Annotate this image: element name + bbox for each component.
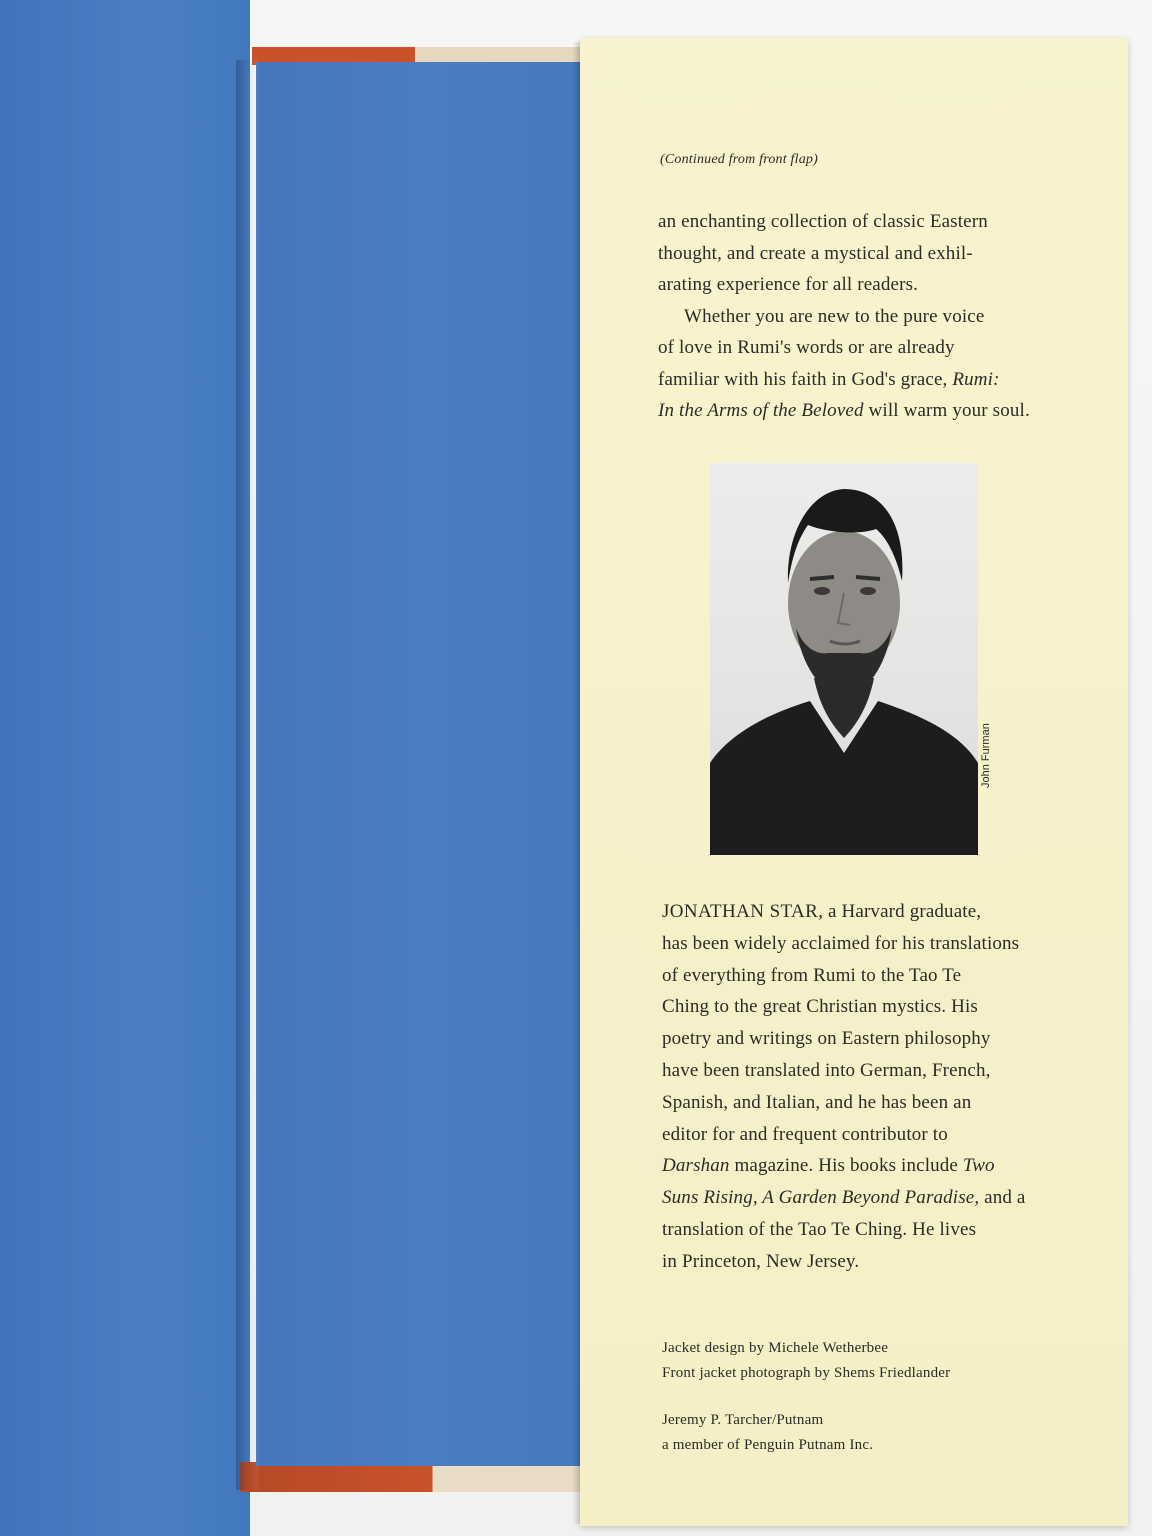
description-line: arating experience for all readers. [658,274,919,295]
publisher-parent: a member of Penguin Putnam Inc. [662,1437,874,1453]
book-title-part1: Rumi: [952,368,1000,390]
back-jacket-flap [580,38,1128,1526]
description-line: thought, and create a mystical and exhil- [658,242,973,264]
photo-credit: John Furman [980,723,992,788]
right-endpaper [256,62,586,1466]
publisher-name: Jeremy P. Tarcher/Putnam [662,1412,824,1428]
bio-line: has been widely acclaimed for his translations [662,932,1020,954]
continued-note: (Continued from front flap) [660,152,818,167]
book-gutter [236,60,258,1490]
bio-text: , a Harvard graduate, [818,901,982,922]
author-bio [662,896,1042,1278]
left-endpaper [0,0,250,1536]
bio-line: in Princeton, New Jersey. [662,1250,860,1272]
bio-line: Spanish, and Italian, and he has been an [662,1091,972,1113]
description-line: an enchanting collection of classic Eastern [658,211,988,232]
closing-text: will warm your soul. [863,400,1030,421]
front-photo-credit: Front jacket photograph by Shems Friedlander [662,1365,951,1381]
board-edge-bottom [240,1462,590,1492]
bio-line [662,896,1042,928]
author-portrait-drawing [710,463,978,855]
bio-line: poetry and writings on Eastern philosophy [662,1028,991,1050]
description-line [658,364,1058,396]
description-text: familiar with his faith in God's grace, [658,368,953,390]
credits-spacer [662,1386,950,1408]
magazine-title: Darshan [662,1155,730,1177]
bio-text: magazine. His books include [729,1155,963,1177]
description-line: Whether you are new to the pure voice [684,305,985,327]
author-name: JONATHAN STAR [662,901,819,922]
bio-line [662,1150,1042,1182]
jacket-design-credit: Jacket design by Michele Wetherbee [662,1340,889,1356]
book-title: Suns Rising, A Garden Beyond Paradise, [662,1187,980,1209]
jacket-credits [662,1336,950,1458]
bio-line: translation of the Tao Te Ching. He lives [662,1218,977,1240]
book-title-part2: In the Arms of the Beloved [658,400,864,421]
bio-line: have been translated into German, French, [662,1059,991,1081]
author-photo [710,463,978,855]
bio-line: editor for and frequent contributor to [662,1123,948,1145]
description-line [658,395,1058,427]
flap-description [658,206,1058,427]
bio-line [662,1182,1042,1214]
book-title: Two [962,1155,995,1177]
bio-line: of everything from Rumi to the Tao Te [662,964,962,986]
bio-line: Ching to the great Christian mystics. His [662,996,978,1018]
bio-text: and a [979,1187,1026,1209]
description-line: of love in Rumi's words or are already [658,337,955,358]
